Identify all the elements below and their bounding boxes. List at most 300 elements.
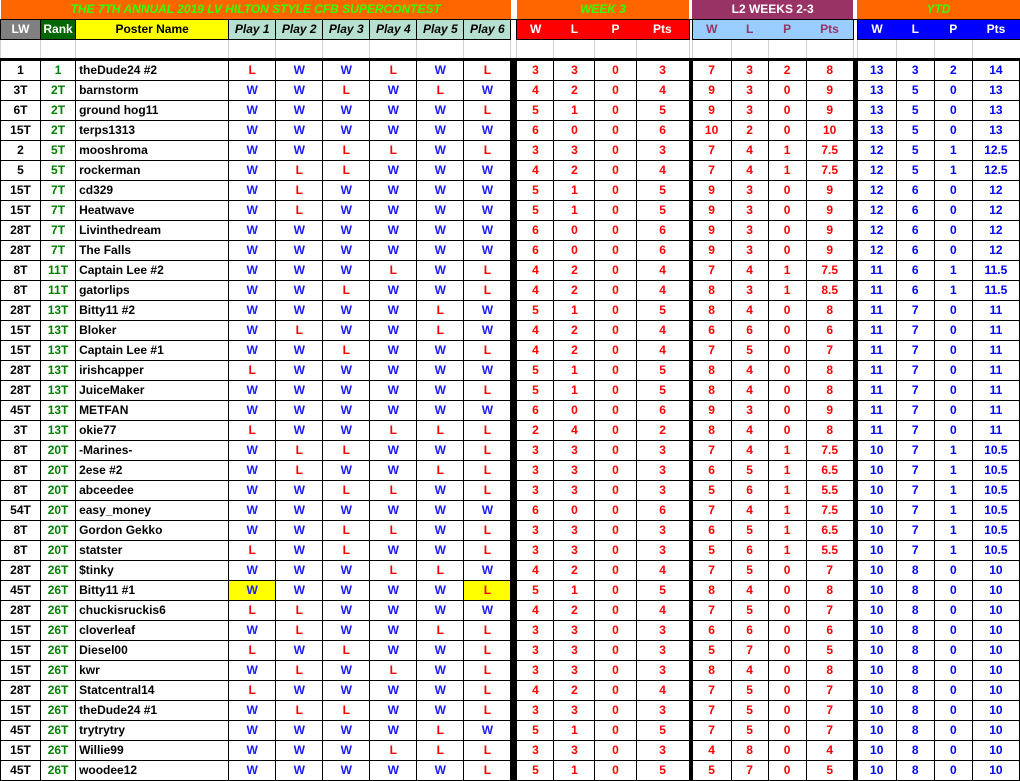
play-1-cell[interactable]: W bbox=[229, 301, 276, 321]
ytd-l-cell[interactable]: 8 bbox=[896, 701, 934, 721]
l2-p-cell[interactable]: 1 bbox=[768, 261, 806, 281]
week3-pts-cell[interactable]: 3 bbox=[636, 701, 689, 721]
rank-cell[interactable]: 13T bbox=[41, 401, 76, 421]
play-3-cell[interactable]: W bbox=[323, 321, 370, 341]
ytd-w-cell[interactable]: 12 bbox=[857, 141, 896, 161]
l2-p-cell[interactable]: 0 bbox=[768, 661, 806, 681]
l2-p-cell[interactable]: 1 bbox=[768, 461, 806, 481]
header-play-6[interactable]: Play 6 bbox=[464, 20, 511, 40]
table-row[interactable] bbox=[1, 741, 1020, 761]
play-2-cell[interactable]: W bbox=[276, 681, 323, 701]
play-6-cell[interactable]: L bbox=[464, 281, 511, 301]
l2-pts-cell[interactable]: 6 bbox=[806, 621, 853, 641]
table-row[interactable] bbox=[1, 601, 1020, 621]
week3-pts-cell[interactable]: 4 bbox=[636, 281, 689, 301]
play-6-cell[interactable]: L bbox=[464, 741, 511, 761]
last-week-cell[interactable]: 28T bbox=[1, 561, 41, 581]
week3-p-cell[interactable]: 0 bbox=[595, 161, 636, 181]
play-1-cell[interactable]: W bbox=[229, 661, 276, 681]
play-1-cell[interactable]: W bbox=[229, 701, 276, 721]
last-week-cell[interactable]: 8T bbox=[1, 461, 41, 481]
last-week-cell[interactable]: 5 bbox=[1, 161, 41, 181]
ytd-pts-cell[interactable]: 13 bbox=[972, 101, 1019, 121]
poster-name-cell[interactable]: statster bbox=[76, 541, 229, 561]
ytd-w-cell[interactable]: 12 bbox=[857, 161, 896, 181]
ytd-w-cell[interactable]: 10 bbox=[857, 601, 896, 621]
ytd-w-cell[interactable]: 11 bbox=[857, 341, 896, 361]
ytd-l-cell[interactable]: 3 bbox=[896, 60, 934, 81]
rank-cell[interactable]: 5T bbox=[41, 161, 76, 181]
week3-pts-cell[interactable]: 4 bbox=[636, 601, 689, 621]
play-3-cell[interactable]: L bbox=[323, 81, 370, 101]
week3-l-cell[interactable]: 2 bbox=[554, 161, 595, 181]
ytd-w-cell[interactable]: 11 bbox=[857, 281, 896, 301]
l2-pts-cell[interactable]: 5 bbox=[806, 641, 853, 661]
play-5-cell[interactable]: W bbox=[417, 701, 464, 721]
play-3-cell[interactable]: L bbox=[323, 481, 370, 501]
l2-pts-cell[interactable]: 8 bbox=[806, 661, 853, 681]
ytd-w-cell[interactable]: 10 bbox=[857, 521, 896, 541]
week3-w-cell[interactable]: 6 bbox=[517, 221, 554, 241]
l2-w-cell[interactable]: 4 bbox=[692, 741, 731, 761]
play-5-cell[interactable]: W bbox=[417, 501, 464, 521]
ytd-w-cell[interactable]: 10 bbox=[857, 441, 896, 461]
week3-p-cell[interactable]: 0 bbox=[595, 281, 636, 301]
last-week-cell[interactable]: 3T bbox=[1, 81, 41, 101]
ytd-p-cell[interactable]: 1 bbox=[934, 541, 972, 561]
rank-cell[interactable]: 7T bbox=[41, 241, 76, 261]
week3-p-cell[interactable]: 0 bbox=[595, 401, 636, 421]
l2-l-cell[interactable]: 5 bbox=[731, 521, 768, 541]
week3-p-cell[interactable]: 0 bbox=[595, 661, 636, 681]
header-ytd-w[interactable]: W bbox=[857, 20, 896, 40]
play-1-cell[interactable]: W bbox=[229, 221, 276, 241]
l2-l-cell[interactable]: 6 bbox=[731, 321, 768, 341]
week3-w-cell[interactable]: 5 bbox=[517, 761, 554, 781]
week3-l-cell[interactable]: 2 bbox=[554, 281, 595, 301]
week3-pts-cell[interactable]: 5 bbox=[636, 721, 689, 741]
week3-l-cell[interactable]: 1 bbox=[554, 181, 595, 201]
table-row[interactable] bbox=[1, 101, 1020, 121]
last-week-cell[interactable]: 15T bbox=[1, 181, 41, 201]
l2-pts-cell[interactable]: 7 bbox=[806, 721, 853, 741]
play-1-cell[interactable]: W bbox=[229, 381, 276, 401]
l2-l-cell[interactable]: 4 bbox=[731, 161, 768, 181]
play-6-cell[interactable]: L bbox=[464, 661, 511, 681]
last-week-cell[interactable]: 15T bbox=[1, 341, 41, 361]
ytd-pts-cell[interactable]: 10 bbox=[972, 621, 1019, 641]
l2-w-cell[interactable]: 9 bbox=[692, 401, 731, 421]
last-week-cell[interactable]: 8T bbox=[1, 281, 41, 301]
poster-name-cell[interactable]: irishcapper bbox=[76, 361, 229, 381]
play-1-cell[interactable]: L bbox=[229, 421, 276, 441]
table-row[interactable] bbox=[1, 541, 1020, 561]
ytd-p-cell[interactable]: 1 bbox=[934, 461, 972, 481]
play-3-cell[interactable]: W bbox=[323, 101, 370, 121]
header-week3-pts[interactable]: Pts bbox=[636, 20, 689, 40]
l2-pts-cell[interactable]: 8 bbox=[806, 60, 853, 81]
play-4-cell[interactable]: W bbox=[370, 341, 417, 361]
l2-pts-cell[interactable]: 6 bbox=[806, 321, 853, 341]
play-5-cell[interactable]: W bbox=[417, 681, 464, 701]
week3-w-cell[interactable]: 4 bbox=[517, 281, 554, 301]
ytd-p-cell[interactable]: 1 bbox=[934, 481, 972, 501]
ytd-w-cell[interactable]: 10 bbox=[857, 481, 896, 501]
week3-w-cell[interactable]: 6 bbox=[517, 501, 554, 521]
week3-pts-cell[interactable]: 4 bbox=[636, 81, 689, 101]
week3-pts-cell[interactable]: 3 bbox=[636, 60, 689, 81]
poster-name-cell[interactable]: woodee12 bbox=[76, 761, 229, 781]
play-1-cell[interactable]: W bbox=[229, 721, 276, 741]
play-2-cell[interactable]: W bbox=[276, 301, 323, 321]
play-1-cell[interactable]: W bbox=[229, 481, 276, 501]
l2-p-cell[interactable]: 1 bbox=[768, 281, 806, 301]
poster-name-cell[interactable]: gatorlips bbox=[76, 281, 229, 301]
poster-name-cell[interactable]: terps1313 bbox=[76, 121, 229, 141]
play-3-cell[interactable]: L bbox=[323, 441, 370, 461]
week3-p-cell[interactable]: 0 bbox=[595, 581, 636, 601]
play-5-cell[interactable]: L bbox=[417, 741, 464, 761]
l2-pts-cell[interactable]: 7 bbox=[806, 701, 853, 721]
l2-p-cell[interactable]: 0 bbox=[768, 401, 806, 421]
play-3-cell[interactable]: L bbox=[323, 141, 370, 161]
week3-l-cell[interactable]: 1 bbox=[554, 301, 595, 321]
week3-p-cell[interactable]: 0 bbox=[595, 201, 636, 221]
play-1-cell[interactable]: L bbox=[229, 681, 276, 701]
l2-p-cell[interactable]: 1 bbox=[768, 501, 806, 521]
play-2-cell[interactable]: W bbox=[276, 521, 323, 541]
last-week-cell[interactable]: 2 bbox=[1, 141, 41, 161]
poster-name-cell[interactable]: Bitty11 #1 bbox=[76, 581, 229, 601]
poster-name-cell[interactable]: barnstorm bbox=[76, 81, 229, 101]
ytd-p-cell[interactable]: 1 bbox=[934, 161, 972, 181]
l2-pts-cell[interactable]: 7 bbox=[806, 341, 853, 361]
play-6-cell[interactable]: W bbox=[464, 201, 511, 221]
l2-l-cell[interactable]: 3 bbox=[731, 201, 768, 221]
play-5-cell[interactable]: W bbox=[417, 241, 464, 261]
ytd-p-cell[interactable]: 0 bbox=[934, 81, 972, 101]
week3-w-cell[interactable]: 4 bbox=[517, 341, 554, 361]
ytd-w-cell[interactable]: 10 bbox=[857, 461, 896, 481]
play-3-cell[interactable]: W bbox=[323, 761, 370, 781]
header-l2-pts[interactable]: Pts bbox=[806, 20, 853, 40]
l2-w-cell[interactable]: 7 bbox=[692, 561, 731, 581]
play-3-cell[interactable]: W bbox=[323, 241, 370, 261]
play-1-cell[interactable]: W bbox=[229, 441, 276, 461]
ytd-p-cell[interactable]: 0 bbox=[934, 701, 972, 721]
week3-p-cell[interactable]: 0 bbox=[595, 541, 636, 561]
header-play-4[interactable]: Play 4 bbox=[370, 20, 417, 40]
play-2-cell[interactable]: W bbox=[276, 721, 323, 741]
ytd-l-cell[interactable]: 8 bbox=[896, 681, 934, 701]
play-3-cell[interactable]: W bbox=[323, 381, 370, 401]
poster-name-cell[interactable]: 2ese #2 bbox=[76, 461, 229, 481]
ytd-l-cell[interactable]: 6 bbox=[896, 201, 934, 221]
week3-w-cell[interactable]: 3 bbox=[517, 641, 554, 661]
ytd-l-cell[interactable]: 7 bbox=[896, 541, 934, 561]
play-4-cell[interactable]: W bbox=[370, 541, 417, 561]
week3-l-cell[interactable]: 3 bbox=[554, 441, 595, 461]
l2-l-cell[interactable]: 4 bbox=[731, 261, 768, 281]
l2-pts-cell[interactable]: 10 bbox=[806, 121, 853, 141]
play-5-cell[interactable]: W bbox=[417, 481, 464, 501]
week3-l-cell[interactable]: 1 bbox=[554, 101, 595, 121]
table-row[interactable] bbox=[1, 581, 1020, 601]
ytd-p-cell[interactable]: 0 bbox=[934, 421, 972, 441]
week3-p-cell[interactable]: 0 bbox=[595, 341, 636, 361]
ytd-pts-cell[interactable]: 10.5 bbox=[972, 501, 1019, 521]
table-row[interactable] bbox=[1, 181, 1020, 201]
play-6-cell[interactable]: L bbox=[464, 701, 511, 721]
l2-l-cell[interactable]: 6 bbox=[731, 541, 768, 561]
table-row[interactable] bbox=[1, 261, 1020, 281]
rank-cell[interactable]: 2T bbox=[41, 81, 76, 101]
play-1-cell[interactable]: W bbox=[229, 741, 276, 761]
ytd-pts-cell[interactable]: 11 bbox=[972, 401, 1019, 421]
week3-l-cell[interactable]: 3 bbox=[554, 141, 595, 161]
play-2-cell[interactable]: W bbox=[276, 581, 323, 601]
poster-name-cell[interactable]: Captain Lee #1 bbox=[76, 341, 229, 361]
l2-w-cell[interactable]: 7 bbox=[692, 681, 731, 701]
week3-p-cell[interactable]: 0 bbox=[595, 481, 636, 501]
ytd-pts-cell[interactable]: 11.5 bbox=[972, 261, 1019, 281]
l2-w-cell[interactable]: 7 bbox=[692, 601, 731, 621]
week3-w-cell[interactable]: 3 bbox=[517, 661, 554, 681]
l2-w-cell[interactable]: 7 bbox=[692, 501, 731, 521]
play-1-cell[interactable]: W bbox=[229, 401, 276, 421]
ytd-w-cell[interactable]: 10 bbox=[857, 661, 896, 681]
poster-name-cell[interactable]: theDude24 #1 bbox=[76, 701, 229, 721]
play-1-cell[interactable]: L bbox=[229, 60, 276, 81]
play-2-cell[interactable]: W bbox=[276, 241, 323, 261]
play-5-cell[interactable]: W bbox=[417, 401, 464, 421]
l2-l-cell[interactable]: 3 bbox=[731, 401, 768, 421]
ytd-p-cell[interactable]: 0 bbox=[934, 301, 972, 321]
poster-name-cell[interactable]: abceedee bbox=[76, 481, 229, 501]
play-6-cell[interactable]: L bbox=[464, 141, 511, 161]
ytd-w-cell[interactable]: 11 bbox=[857, 401, 896, 421]
header-ytd-l[interactable]: L bbox=[896, 20, 934, 40]
week3-p-cell[interactable]: 0 bbox=[595, 681, 636, 701]
week3-pts-cell[interactable]: 6 bbox=[636, 221, 689, 241]
week3-w-cell[interactable]: 5 bbox=[517, 361, 554, 381]
play-5-cell[interactable]: L bbox=[417, 561, 464, 581]
play-4-cell[interactable]: W bbox=[370, 581, 417, 601]
poster-name-cell[interactable]: JuiceMaker bbox=[76, 381, 229, 401]
week3-w-cell[interactable]: 3 bbox=[517, 481, 554, 501]
ytd-w-cell[interactable]: 11 bbox=[857, 361, 896, 381]
week3-pts-cell[interactable]: 5 bbox=[636, 381, 689, 401]
table-row[interactable] bbox=[1, 281, 1020, 301]
week3-l-cell[interactable]: 1 bbox=[554, 721, 595, 741]
week3-w-cell[interactable]: 5 bbox=[517, 301, 554, 321]
ytd-p-cell[interactable]: 1 bbox=[934, 261, 972, 281]
ytd-l-cell[interactable]: 6 bbox=[896, 281, 934, 301]
ytd-p-cell[interactable]: 0 bbox=[934, 121, 972, 141]
play-5-cell[interactable]: L bbox=[417, 301, 464, 321]
ytd-pts-cell[interactable]: 10 bbox=[972, 601, 1019, 621]
table-row[interactable] bbox=[1, 441, 1020, 461]
l2-w-cell[interactable]: 8 bbox=[692, 361, 731, 381]
play-5-cell[interactable]: W bbox=[417, 101, 464, 121]
play-4-cell[interactable]: W bbox=[370, 501, 417, 521]
l2-pts-cell[interactable]: 9 bbox=[806, 181, 853, 201]
ytd-pts-cell[interactable]: 12 bbox=[972, 181, 1019, 201]
play-1-cell[interactable]: W bbox=[229, 461, 276, 481]
play-1-cell[interactable]: W bbox=[229, 501, 276, 521]
play-2-cell[interactable]: W bbox=[276, 281, 323, 301]
play-6-cell[interactable]: W bbox=[464, 321, 511, 341]
play-2-cell[interactable]: W bbox=[276, 401, 323, 421]
play-3-cell[interactable]: W bbox=[323, 741, 370, 761]
play-3-cell[interactable]: W bbox=[323, 421, 370, 441]
play-3-cell[interactable]: W bbox=[323, 581, 370, 601]
play-1-cell[interactable]: L bbox=[229, 541, 276, 561]
ytd-pts-cell[interactable]: 10 bbox=[972, 761, 1019, 781]
week3-pts-cell[interactable]: 3 bbox=[636, 641, 689, 661]
week3-w-cell[interactable]: 2 bbox=[517, 421, 554, 441]
week3-pts-cell[interactable]: 4 bbox=[636, 561, 689, 581]
rank-cell[interactable]: 26T bbox=[41, 701, 76, 721]
week3-l-cell[interactable]: 1 bbox=[554, 381, 595, 401]
ytd-p-cell[interactable]: 0 bbox=[934, 101, 972, 121]
ytd-pts-cell[interactable]: 11 bbox=[972, 421, 1019, 441]
ytd-w-cell[interactable]: 10 bbox=[857, 721, 896, 741]
l2-p-cell[interactable]: 0 bbox=[768, 341, 806, 361]
week3-l-cell[interactable]: 2 bbox=[554, 681, 595, 701]
l2-pts-cell[interactable]: 6.5 bbox=[806, 461, 853, 481]
ytd-l-cell[interactable]: 8 bbox=[896, 741, 934, 761]
table-row[interactable] bbox=[1, 401, 1020, 421]
ytd-pts-cell[interactable]: 11.5 bbox=[972, 281, 1019, 301]
ytd-p-cell[interactable]: 0 bbox=[934, 361, 972, 381]
last-week-cell[interactable]: 15T bbox=[1, 621, 41, 641]
l2-p-cell[interactable]: 0 bbox=[768, 121, 806, 141]
play-1-cell[interactable]: W bbox=[229, 581, 276, 601]
rank-cell[interactable]: 26T bbox=[41, 681, 76, 701]
week3-pts-cell[interactable]: 3 bbox=[636, 441, 689, 461]
play-4-cell[interactable]: L bbox=[370, 741, 417, 761]
play-6-cell[interactable]: L bbox=[464, 101, 511, 121]
l2-l-cell[interactable]: 3 bbox=[731, 101, 768, 121]
ytd-pts-cell[interactable]: 10 bbox=[972, 741, 1019, 761]
ytd-l-cell[interactable]: 6 bbox=[896, 221, 934, 241]
ytd-l-cell[interactable]: 6 bbox=[896, 241, 934, 261]
week3-pts-cell[interactable]: 5 bbox=[636, 181, 689, 201]
week3-p-cell[interactable]: 0 bbox=[595, 241, 636, 261]
ytd-w-cell[interactable]: 13 bbox=[857, 81, 896, 101]
l2-pts-cell[interactable]: 7.5 bbox=[806, 441, 853, 461]
week3-w-cell[interactable]: 6 bbox=[517, 241, 554, 261]
table-row[interactable] bbox=[1, 341, 1020, 361]
play-1-cell[interactable]: W bbox=[229, 181, 276, 201]
l2-p-cell[interactable]: 0 bbox=[768, 221, 806, 241]
week3-pts-cell[interactable]: 6 bbox=[636, 121, 689, 141]
poster-name-cell[interactable]: kwr bbox=[76, 661, 229, 681]
ytd-w-cell[interactable]: 13 bbox=[857, 101, 896, 121]
l2-pts-cell[interactable]: 9 bbox=[806, 401, 853, 421]
week3-l-cell[interactable]: 2 bbox=[554, 321, 595, 341]
play-5-cell[interactable]: W bbox=[417, 581, 464, 601]
play-4-cell[interactable]: L bbox=[370, 141, 417, 161]
week3-pts-cell[interactable]: 4 bbox=[636, 161, 689, 181]
ytd-pts-cell[interactable]: 10.5 bbox=[972, 461, 1019, 481]
l2-p-cell[interactable]: 0 bbox=[768, 721, 806, 741]
ytd-l-cell[interactable]: 7 bbox=[896, 441, 934, 461]
l2-l-cell[interactable]: 6 bbox=[731, 481, 768, 501]
play-3-cell[interactable]: W bbox=[323, 501, 370, 521]
week3-w-cell[interactable]: 6 bbox=[517, 401, 554, 421]
week3-p-cell[interactable]: 0 bbox=[595, 121, 636, 141]
ytd-l-cell[interactable]: 8 bbox=[896, 661, 934, 681]
ytd-pts-cell[interactable]: 12 bbox=[972, 241, 1019, 261]
header-poster-name[interactable]: Poster Name bbox=[76, 20, 229, 40]
l2-l-cell[interactable]: 5 bbox=[731, 701, 768, 721]
week3-l-cell[interactable]: 1 bbox=[554, 761, 595, 781]
header-play-1[interactable]: Play 1 bbox=[229, 20, 276, 40]
l2-l-cell[interactable]: 3 bbox=[731, 81, 768, 101]
l2-w-cell[interactable]: 7 bbox=[692, 341, 731, 361]
play-2-cell[interactable]: W bbox=[276, 641, 323, 661]
play-4-cell[interactable]: W bbox=[370, 641, 417, 661]
ytd-pts-cell[interactable]: 10 bbox=[972, 661, 1019, 681]
week3-l-cell[interactable]: 0 bbox=[554, 401, 595, 421]
play-3-cell[interactable]: W bbox=[323, 181, 370, 201]
l2-w-cell[interactable]: 9 bbox=[692, 81, 731, 101]
l2-w-cell[interactable]: 7 bbox=[692, 141, 731, 161]
l2-w-cell[interactable]: 7 bbox=[692, 721, 731, 741]
l2-pts-cell[interactable]: 5.5 bbox=[806, 481, 853, 501]
ytd-w-cell[interactable]: 11 bbox=[857, 261, 896, 281]
week3-w-cell[interactable]: 3 bbox=[517, 541, 554, 561]
week3-w-cell[interactable]: 3 bbox=[517, 60, 554, 81]
play-2-cell[interactable]: L bbox=[276, 621, 323, 641]
ytd-l-cell[interactable]: 8 bbox=[896, 621, 934, 641]
rank-cell[interactable]: 13T bbox=[41, 361, 76, 381]
rank-cell[interactable]: 13T bbox=[41, 341, 76, 361]
play-5-cell[interactable]: W bbox=[417, 521, 464, 541]
play-2-cell[interactable]: W bbox=[276, 421, 323, 441]
l2-p-cell[interactable]: 1 bbox=[768, 521, 806, 541]
play-6-cell[interactable]: L bbox=[464, 461, 511, 481]
l2-l-cell[interactable]: 4 bbox=[731, 141, 768, 161]
poster-name-cell[interactable]: Captain Lee #2 bbox=[76, 261, 229, 281]
ytd-w-cell[interactable]: 11 bbox=[857, 321, 896, 341]
header-l2-w[interactable]: W bbox=[692, 20, 731, 40]
play-6-cell[interactable]: W bbox=[464, 301, 511, 321]
week3-w-cell[interactable]: 3 bbox=[517, 621, 554, 641]
play-6-cell[interactable]: L bbox=[464, 60, 511, 81]
play-1-cell[interactable]: W bbox=[229, 561, 276, 581]
ytd-l-cell[interactable]: 6 bbox=[896, 181, 934, 201]
week3-l-cell[interactable]: 3 bbox=[554, 661, 595, 681]
play-4-cell[interactable]: W bbox=[370, 161, 417, 181]
week3-p-cell[interactable]: 0 bbox=[595, 501, 636, 521]
table-row[interactable] bbox=[1, 641, 1020, 661]
week3-w-cell[interactable]: 3 bbox=[517, 741, 554, 761]
poster-name-cell[interactable]: Heatwave bbox=[76, 201, 229, 221]
l2-p-cell[interactable]: 1 bbox=[768, 161, 806, 181]
rank-cell[interactable]: 7T bbox=[41, 221, 76, 241]
play-6-cell[interactable]: L bbox=[464, 641, 511, 661]
ytd-p-cell[interactable]: 0 bbox=[934, 181, 972, 201]
last-week-cell[interactable]: 28T bbox=[1, 221, 41, 241]
play-6-cell[interactable]: W bbox=[464, 501, 511, 521]
rank-cell[interactable]: 13T bbox=[41, 381, 76, 401]
ytd-pts-cell[interactable]: 10 bbox=[972, 561, 1019, 581]
play-1-cell[interactable]: W bbox=[229, 261, 276, 281]
week3-pts-cell[interactable]: 4 bbox=[636, 681, 689, 701]
